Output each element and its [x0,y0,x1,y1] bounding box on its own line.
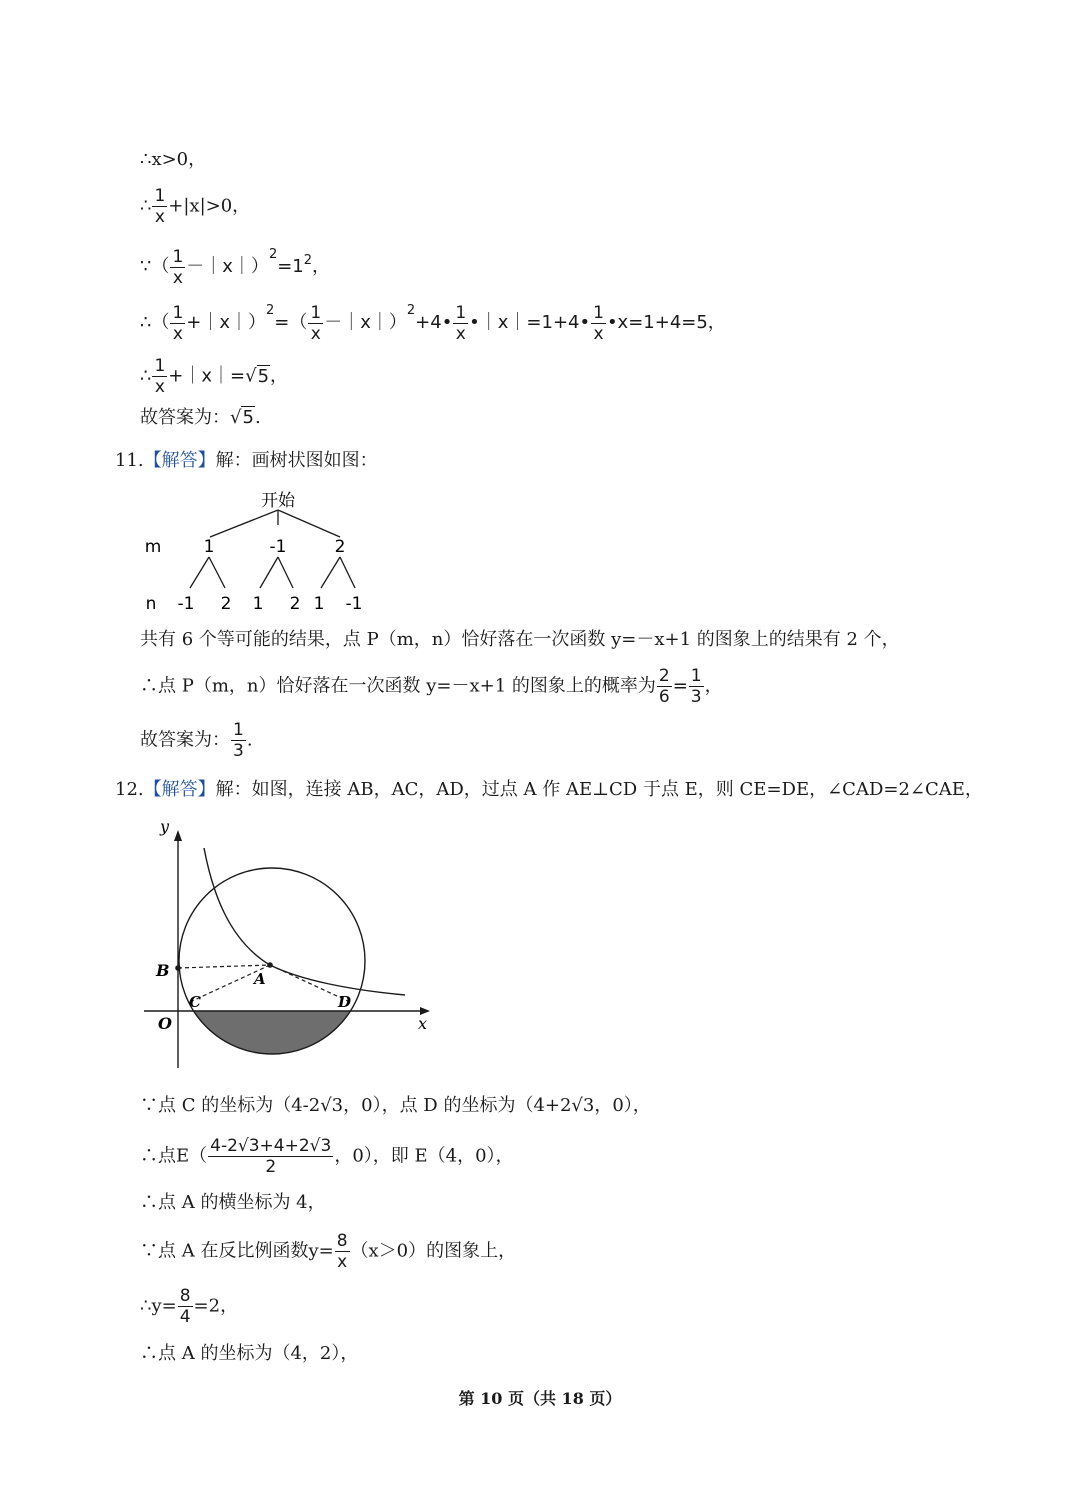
numerator: 1 [455,302,467,323]
tree-row-label-n: n [145,594,157,614]
p12-line2 [140,1136,514,1177]
expression-text: －｜x｜） [324,312,407,333]
expression-text: +4• [415,312,453,333]
denominator: x [455,323,466,344]
shaded-region [179,868,365,1054]
expression-text: •x=1+4=5， [606,312,726,333]
expression-text: =2， [193,1295,239,1317]
tree-m-value: -1 [269,537,287,557]
tree-diagram [140,485,400,620]
tree-edge [210,510,278,537]
expression-text: －｜x｜） [186,256,269,277]
denominator: 6 [658,687,670,707]
tree-n-value: -1 [345,594,363,614]
intro-text: 解：如图，连接 AB，AC，AD，过点 A 作 AE⊥CD 于点 E，则 CE=DE，∠CAD=2∠CAE， [215,779,983,800]
tree-edge [209,557,225,588]
therefore-symbol: ∴ [140,365,152,387]
tree-n-value: 1 [313,594,325,614]
p11-line1: 共有 6 个等可能的结果，点 P（m，n）恰好落在一次函数 y=－x+1 的图象上的结果有 2 个， [140,629,900,650]
point-b [175,965,181,971]
label-b: B [156,961,170,980]
tree-edge [278,557,293,588]
radicand: 5 [257,365,270,387]
expression-text: •｜x｜=1+4• [469,312,591,333]
expression-text: ∴（ [140,312,170,333]
denominator: 3 [690,687,702,707]
denominator: x [593,323,604,344]
fraction [335,1231,350,1272]
numerator: 1 [154,356,166,376]
denominator: 2 [265,1157,277,1177]
radicand: 5 [242,407,254,428]
fraction [657,666,672,707]
p10-line1: ∴x>0， [140,149,207,170]
expression-text: +｜x｜=√ [168,365,257,387]
tree-n-value: -1 [177,594,195,614]
answer-label: 故答案为： [140,729,230,751]
denominator: x [172,267,183,288]
numerator: 1 [593,302,604,323]
p12-line4 [140,1231,516,1272]
p12-line3: ∴点 A 的横坐标为 4， [140,1192,326,1213]
p10-answer [140,406,261,430]
label-x: x [418,1014,428,1033]
numerator: 1 [310,302,322,323]
expression-text: ∵点 A 在反比例函数y= [140,1240,334,1262]
numerator: 1 [172,246,184,267]
tree-m-value: 2 [334,537,346,557]
numerator: 1 [172,302,184,323]
label-a: A [254,970,266,988]
point-a [267,962,273,968]
solution-tag: 【解答】 [143,450,216,471]
denominator: x [337,1252,348,1272]
p12-header [115,778,983,802]
tree-edge [260,557,278,588]
punctuation: . [254,407,261,428]
tree-m-value: 1 [203,537,215,557]
numerator: 4-2√3+4+2√3 [210,1136,332,1156]
problem-number: 12. [115,779,144,800]
geometry-figure [140,820,440,1075]
fraction [591,303,606,344]
p12-line1: ∵点 C 的坐标为（4-2√3，0），点 D 的坐标为（4+2√3，0）， [140,1095,651,1116]
tree-edge [278,510,340,537]
answer-label: 故答案为：√ [140,407,242,428]
exponent: 2 [303,253,313,268]
p11-answer [140,720,253,761]
tree-edge [321,557,340,588]
page-footer: 第 10 页（共 18 页） [458,1389,622,1408]
expression-text: +|x|>0， [168,195,251,217]
label-c: C [189,993,201,1011]
tree-edge [190,557,209,588]
solution-tag: 【解答】 [143,779,216,800]
numerator: 8 [179,1286,191,1306]
fraction [170,303,185,344]
numerator: 2 [658,666,670,686]
hyperbola-curve [204,848,405,995]
denominator: 3 [233,741,244,761]
exponent: 2 [266,303,275,318]
punctuation: ， [704,675,723,697]
segment-ab [178,965,270,968]
numerator: 1 [690,666,702,686]
y-axis-arrow-icon [174,830,182,841]
numerator: 8 [336,1231,348,1251]
expression-text: ，0），即 E（4，0）， [334,1145,514,1167]
denominator: 4 [179,1307,191,1327]
denominator: x [172,323,183,344]
numerator: 1 [154,186,166,206]
p11-header [115,449,378,473]
p10-line4 [140,299,726,344]
fraction [178,1286,193,1327]
expression-text: =1 [277,256,304,277]
p10-line3 [140,243,330,288]
expression-text: ∵（ [140,256,170,277]
tree-n-value: 2 [289,594,301,614]
tree-n-value: 2 [220,594,232,614]
fraction [152,356,167,397]
denominator: x [154,207,165,227]
label-y: y [160,820,170,836]
fraction [308,303,323,344]
label-o: O [158,1014,172,1033]
denominator: x [310,323,321,344]
intro-text: 解：画树状图如图： [215,450,378,471]
fraction [152,186,167,227]
fraction [170,247,185,288]
punctuation: ， [270,365,289,387]
expression-text: ∴y= [140,1295,177,1317]
p11-line2 [140,666,723,707]
p12-line5 [140,1286,238,1327]
tree-n-value: 1 [252,594,264,614]
fraction [208,1136,333,1177]
exponent: 2 [406,303,416,318]
expression-text: +｜x｜） [186,312,267,333]
punctuation: ， [312,256,331,277]
p10-line2 [140,186,250,227]
exponent: 2 [268,247,278,262]
label-d: D [338,993,352,1011]
numerator: 1 [233,720,244,740]
tree-row-label-m: m [144,537,162,557]
fraction [689,666,704,707]
fraction [453,303,468,344]
denominator: x [154,377,165,397]
therefore-symbol: ∴ [140,195,152,217]
expression-text: =（ [274,312,308,333]
fraction [231,720,246,761]
equals-sign: = [672,675,688,697]
expression-text: ∴点E（ [140,1145,208,1167]
p10-line5 [140,356,288,397]
expression-text: ∴点 P（m，n）恰好落在一次函数 y=－x+1 的图象上的概率为 [140,675,656,697]
problem-number: 11. [115,450,144,471]
tree-edge [340,557,355,588]
punctuation: . [246,729,253,751]
expression-text: （x＞0）的图象上， [350,1240,517,1262]
tree-root: 开始 [261,491,295,511]
p12-line6: ∴点 A 的坐标为（4，2）， [140,1343,359,1364]
